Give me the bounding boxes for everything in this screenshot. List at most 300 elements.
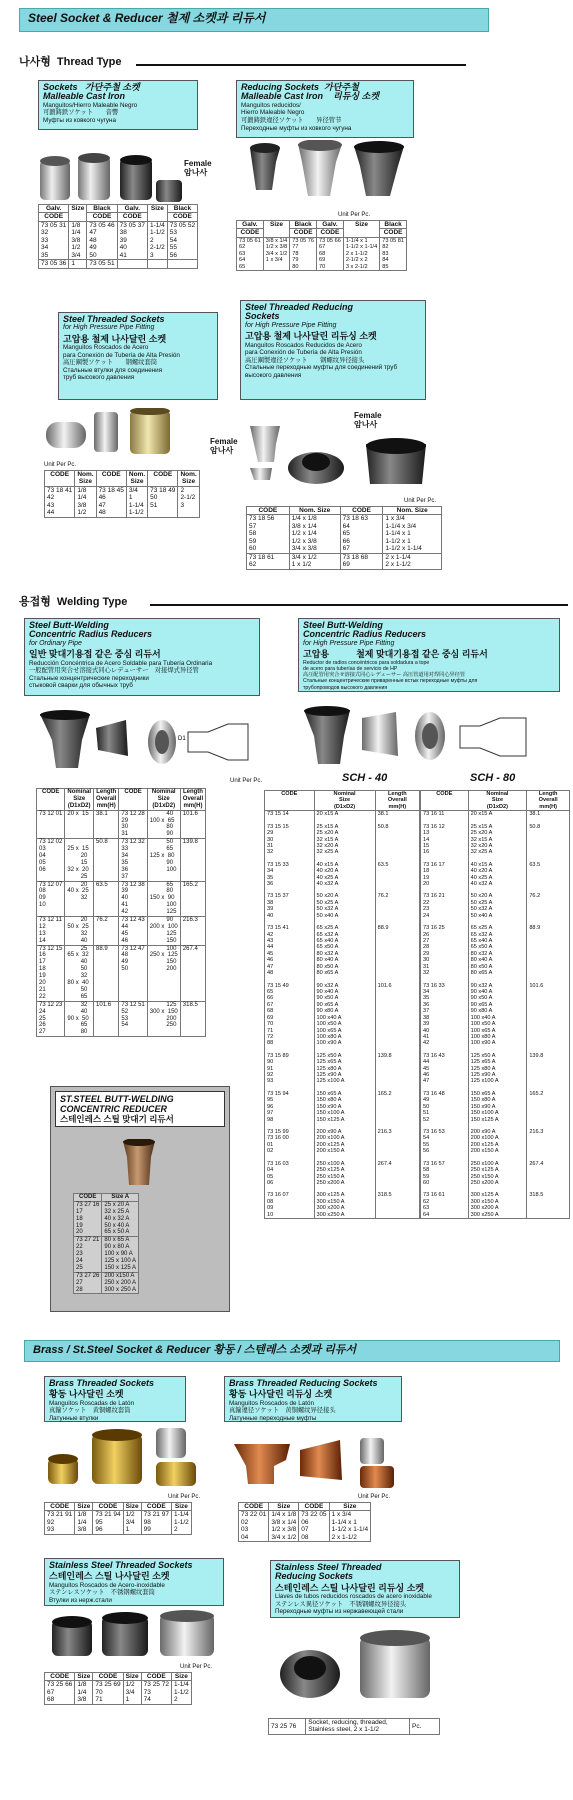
cell: 1-1/4 1-1/2 2 [171, 1681, 191, 1704]
table-row [45, 486, 200, 517]
th: Size [147, 205, 167, 222]
box-line: ステンレスソケット 不锈钢螺纹套筒 [49, 1589, 155, 1597]
table-row [265, 893, 420, 925]
table-row [421, 862, 570, 894]
th: CODE [239, 1503, 269, 1511]
table-row [269, 1719, 440, 1735]
cell: 40 x15 A 40 x20 A 40 x25 A 40 x32 A [468, 862, 527, 894]
table-row [421, 811, 570, 824]
ss-sockets-table [44, 1672, 192, 1705]
box-line: 一般配管用突合せ溶接式同心レデューサー 对接焊式异径管 [29, 667, 199, 675]
cell: 73 15 14 [265, 811, 315, 824]
th: CODE [37, 789, 65, 811]
cell: 25 x 20 A 32 x 25 A 40 x 32 A 50 x 40 A 65 x 50 A [102, 1201, 139, 1236]
box-title: CONCENTRIC REDUCER [60, 1104, 168, 1115]
cell: 73 16 43 44 45 46 47 [421, 1053, 469, 1091]
table-row [37, 917, 206, 946]
female-kr: 암나사 [210, 445, 234, 455]
cell: 88.9 [375, 925, 419, 982]
cell: 63.5 [375, 862, 419, 894]
box-line: Муфты из ковкого чугуна [43, 116, 117, 124]
cell: 73 21 91 92 93 [45, 1511, 75, 1534]
cell: 73 12 47 48 49 50 [119, 945, 147, 1001]
cell: 73 12 38 39 40 41 42 [119, 881, 147, 916]
table-row [265, 1161, 420, 1193]
unit-per-pc: Unit Per Pc. [168, 1494, 201, 1500]
th: Length Overall mm(H) [180, 789, 205, 811]
cell: 25 x15 A 25 x20 A 32 x15 A 32 x20 A 32 x25 A [314, 824, 375, 862]
th: Black [290, 221, 317, 229]
female-label [184, 160, 212, 178]
th: CODE [93, 1673, 123, 1681]
th: CODE [39, 213, 69, 221]
cell: 125 x50 A 125 x65 A 125 x80 A 125 x90 A 125 x100 A [314, 1053, 375, 1091]
box-subtitle: Malleable Cast Iron [43, 91, 126, 102]
cell: 1 x 3/4 1-1/4 x 3/4 1-1/4 x 1 1-1/2 x 1 1-1/2 x 1-1/4 [383, 515, 442, 553]
th: CODE [247, 507, 290, 515]
th: CODE [93, 1503, 123, 1511]
box-title-kr: 황동 나사달린 리듀싱 소켓 [229, 1389, 333, 1400]
th: Black [380, 221, 407, 229]
cell: 318.5 [527, 1192, 570, 1218]
th: Nominal Size (D1xD2) [65, 789, 94, 811]
cell: 25 x 15 20 15 32 x 20 25 [65, 839, 94, 881]
th: CODE [45, 471, 75, 487]
table-row [265, 925, 420, 982]
cell: 73 12 15 16 17 18 19 20 21 22 [37, 945, 65, 1001]
cell: 73 18 68 69 [340, 553, 383, 569]
box-subtitle: for High Pressure Pipe Fitting [245, 321, 337, 329]
th: CODE [87, 213, 117, 221]
hp-sockets-table [44, 470, 200, 518]
banner-title: Steel Socket & Reducer 철제 소켓과 리듀서 [28, 11, 266, 25]
table-row [421, 1091, 570, 1129]
cell: 90 x32 A 90 x40 A 90 x50 A 90 x65 A 90 x80 A 100 x40 A 100 x50 A 100 x65 A 100 x80 A 100 x90 A [468, 983, 527, 1053]
cell: Socket, reducing, threaded, Stainless steel, 2 x 1-1/2 [306, 1719, 410, 1735]
cell: 73 27 21 22 23 24 25 [74, 1237, 102, 1272]
cell: 1/8 1/4 3/8 1/2 [75, 486, 96, 517]
table-row [421, 1161, 570, 1193]
cell: 38.1 [94, 810, 119, 839]
table-row [265, 811, 420, 824]
cell: 20 40 x 25 32 [65, 881, 94, 916]
reducing-sockets-photo [240, 140, 416, 200]
cell: 73 18 45 46 47 48 [96, 486, 126, 517]
table-row [37, 1001, 206, 1036]
cell: 38.1 [527, 811, 570, 824]
table-row [239, 1511, 371, 1542]
hp-reducing-photo [246, 410, 442, 490]
table-row [421, 983, 570, 1053]
box-title-kr: 일반 맞대기용접 같은 중심 리듀서 [29, 649, 161, 660]
cell: 73 22 01 02 03 04 [239, 1511, 269, 1542]
cell: 73 15 89 90 91 92 93 [265, 1053, 315, 1091]
box-title: Brass Threaded Reducing Sockets [229, 1378, 378, 1388]
box-line: para Conexión de Tubería de Alta Presión [63, 351, 180, 359]
cell: 300 x125 A 300 x150 A 300 x200 A 300 x250 A [468, 1192, 527, 1218]
sockets-box [38, 80, 198, 130]
th: Black [87, 205, 117, 213]
th: CODE [299, 1503, 329, 1511]
box-line: Manguitos Roscadas de Latón [49, 1399, 135, 1407]
ss-reducing-table [268, 1718, 440, 1735]
box-title: Reducing Sockets [275, 1571, 354, 1582]
table-row [37, 839, 206, 881]
box-title: Reducing Sockets [241, 82, 320, 92]
th: CODE [45, 1673, 75, 1681]
cell: 216.3 [180, 917, 205, 946]
cell: 20 x 15 [65, 810, 94, 839]
section-kr: 나사형 [19, 56, 51, 68]
cell: 139.8 [527, 1053, 570, 1091]
cell: 73 18 41 42 43 44 [45, 486, 75, 517]
box-line: трубопроводов высокого давления [303, 684, 388, 691]
banner-title: Brass / St.Steel Socket & Reducer 황동 / 스텐레스 소켓과 리듀서 [33, 1344, 357, 1356]
cell: 100 250 x 125 150 200 [147, 945, 180, 1001]
cell: 20 x15 A [314, 811, 375, 824]
th: Size [75, 1503, 93, 1511]
box-title-kr: 고압용 철제 나사달린 소켓 [63, 333, 167, 344]
cell: 88.9 [527, 925, 570, 982]
cell: 73 16 12 13 14 15 16 [421, 824, 469, 862]
ss-sockets-box [44, 1558, 224, 1606]
brass-reducing-photo [230, 1430, 410, 1490]
brass-sockets-photo [44, 1428, 214, 1488]
box-line: 可鍛鋳鉄ソケット 音響 [43, 109, 119, 117]
ss-butt-panel [50, 1086, 230, 1312]
hp-reducing-table [246, 506, 442, 570]
cell: 63.5 [527, 862, 570, 894]
cell: 200 x150 A 250 x 200 A 300 x 250 A [102, 1272, 139, 1294]
cell: 65 x25 A 65 x32 A 65 x40 A 65 x50 A 80 x32 A 80 x40 A 80 x50 A 80 x65 A [468, 925, 527, 982]
box-title: Steel Threaded Sockets [63, 314, 165, 324]
box-title: Stainless Steel Threaded Sockets [49, 1560, 193, 1570]
th: Length Overall mm(H) [375, 791, 419, 811]
table-row [265, 1053, 420, 1091]
cell: 73 16 48 49 50 51 52 [421, 1091, 469, 1129]
box-line: Llaves de tubos reducidos roscados de acero inoxidable [275, 1593, 432, 1601]
th: CODE [74, 1194, 102, 1202]
cell: 90 200 x 100 125 150 [147, 917, 180, 946]
box-line: Втулки из нерж.стали [49, 1596, 112, 1604]
sch40-table [264, 790, 420, 1219]
cell: 1/2 3/4 1 [123, 1681, 141, 1704]
box-subtitle: for High Pressure Pipe Fitting [63, 324, 155, 332]
section-en: Thread Type [56, 56, 122, 68]
female-label-2 [210, 438, 238, 456]
sockets-photo [38, 150, 188, 206]
cell: 73 12 01 [37, 810, 65, 839]
cell: 1/4 x 1/8 3/8 x 1/4 1/2 x 3/8 3/4 x 1/2 [269, 1511, 299, 1542]
brass-sockets-table [44, 1502, 192, 1535]
th: CODE [380, 229, 407, 237]
box-line: Латунные переходные муфты [229, 1414, 317, 1422]
th: Size [123, 1673, 141, 1681]
table-row [74, 1272, 139, 1294]
cell: 318.5 [180, 1001, 205, 1036]
table-row [265, 1091, 420, 1129]
th: CODE [421, 791, 469, 811]
female-en: Female [210, 437, 238, 446]
box-title: Concentric Radius Reducers [303, 629, 427, 640]
cell: 1 x 3/4 1-1/4 x 1 1-1/2 x 1-1/4 2 x 1-1/2 [329, 1511, 371, 1542]
box-subtitle: Malleable Cast Iron [241, 91, 324, 102]
cell: 139.8 [375, 1053, 419, 1091]
th: Black [167, 205, 197, 213]
cell: 90 x32 A 90 x40 A 90 x50 A 90 x65 A 90 x80 A 100 x40 A 100 x50 A 100 x65 A 100 x80 A 100 x90 A [314, 983, 375, 1053]
cell: 165.2 [180, 881, 205, 916]
female-kr: 암나사 [184, 167, 208, 177]
cell: 73 25 66 67 68 [45, 1681, 75, 1704]
cell: 73 05 46 47 48 49 50 [87, 221, 117, 259]
table-row [45, 1511, 192, 1534]
th: CODE [141, 1673, 171, 1681]
th: Length Overall mm(H) [527, 791, 570, 811]
box-line: Manguitos/Hierro Maleable Negro [43, 101, 138, 109]
female-en: Female [354, 411, 382, 420]
cell: 73 27 26 27 28 [74, 1272, 102, 1294]
butt-ordinary-photo [38, 710, 258, 770]
cell: 73 05 51 [87, 260, 117, 268]
butt-ordinary-box [24, 618, 260, 696]
female-en: Female [184, 159, 212, 168]
box-title: Sockets [245, 311, 280, 322]
cell: 25 x15 A 25 x20 A 32 x15 A 32 x20 A 32 x25 A [468, 824, 527, 862]
cell: 73 15 33 34 35 36 [265, 862, 315, 894]
cell: 65 80 150 x 90 100 125 [147, 881, 180, 916]
th: Size [75, 1673, 93, 1681]
cell: 73 16 61 62 63 64 [421, 1192, 469, 1218]
cell: 50 x20 A 50 x25 A 50 x32 A 50 x40 A [314, 893, 375, 925]
cell: 3/8 x 1/4 1/2 x 3/8 3/4 x 1/2 1 x 3/4 [263, 237, 289, 270]
cell: 73 15 94 95 96 97 98 [265, 1091, 315, 1129]
cell: 38.1 [375, 811, 419, 824]
th: Nom. Size [289, 507, 340, 515]
cell: 73 21 94 95 96 [93, 1511, 123, 1534]
table-row [45, 1681, 192, 1704]
sch80-table [420, 790, 570, 1219]
table-row [421, 893, 570, 925]
cell: 73 16 53 54 55 56 [421, 1129, 469, 1161]
cell: 20 x15 A [468, 811, 527, 824]
box-line: Hierro Maleable Negro [241, 109, 305, 117]
hp-sockets-box [58, 312, 218, 400]
box-line: Стальные концентрические переходники [29, 674, 149, 682]
cell: 1/8 1/4 3/8 1/2 3/4 [69, 221, 87, 259]
brass-reducing-box [224, 1376, 402, 1422]
box-title: Stainless Steel Threaded [275, 1562, 382, 1572]
cell: 73 12 11 12 13 14 [37, 917, 65, 946]
box-title-kr: 리듀싱 소켓 [333, 91, 380, 102]
cell: 1/4 x 1/8 3/8 x 1/4 1/2 x 1/4 1/2 x 3/8 3/4 x 3/8 [289, 515, 340, 553]
box-line: Manguitos Roscados Reducidos de Acero [245, 341, 362, 349]
cell: 73 27 16 17 18 19 20 [74, 1201, 102, 1236]
cell: 40 100 x 65 80 90 [147, 810, 180, 839]
th: Nom. Size [383, 507, 442, 515]
reducing-sockets-table [236, 220, 407, 271]
cell: 73 25 72 73 74 [141, 1681, 171, 1704]
section-welding-type [19, 596, 127, 609]
th: Size [69, 205, 87, 222]
svg-text:D1: D1 [178, 736, 186, 742]
butt-hp-box [298, 618, 560, 692]
unit-per-pc: Unit Per Pc. [358, 1494, 391, 1500]
cell: 76.2 [94, 917, 119, 946]
table-row [265, 862, 420, 894]
cell: 73 05 81 82 83 84 85 [380, 237, 407, 270]
top-banner [19, 8, 489, 32]
box-line: Reducción Concéntrica de Acero Soldable para Tubería Ordinaria [29, 659, 213, 667]
th: CODE [119, 789, 147, 811]
cell: 73 12 28 29 30 31 [119, 810, 147, 839]
th: Galv. [39, 205, 69, 213]
th: Nominal Size (D1xD2) [468, 791, 527, 811]
cell: 216.3 [375, 1129, 419, 1161]
cell: 73 16 07 08 09 10 [265, 1192, 315, 1218]
cell: Pc. [410, 1719, 440, 1735]
th: Size [263, 221, 289, 238]
cell: 1/8 1/4 3/8 [75, 1681, 93, 1704]
cell: 101.6 [180, 810, 205, 839]
box-line: Manguitos Roscados de Latón [229, 1399, 315, 1407]
box-line: стыковой сварки для обычных труб [29, 682, 133, 690]
box-title: Steel Threaded Reducing [245, 302, 354, 312]
cell: 73 05 31 32 33 34 35 [39, 221, 69, 259]
cell: 50.8 [375, 824, 419, 862]
box-line: Стальные втулки для соединения [63, 366, 163, 374]
box-title-kr: 스테인레스 스틸 나사달린 리듀싱 소켓 [275, 1582, 425, 1593]
cell: 267.4 [180, 945, 205, 1001]
female-kr: 암나사 [354, 419, 378, 429]
cell: 1/2 3/4 1 [123, 1511, 141, 1534]
table-row [247, 515, 442, 553]
cell: 73 18 49 50 51 [148, 486, 178, 517]
table-row [74, 1201, 139, 1236]
cell: 267.4 [527, 1161, 570, 1193]
divider [150, 604, 568, 606]
unit-per-pc: Unit Per Pc. [180, 1664, 213, 1670]
table-row [37, 810, 206, 839]
box-line: Стальные концентрические приваренные встык переходные муфты для [303, 678, 478, 685]
cell: 73 05 37 38 39 40 41 [117, 221, 147, 259]
butt-ordinary-table [36, 788, 206, 1037]
cell: 73 25 69 70 71 [93, 1681, 123, 1704]
th: CODE [317, 229, 344, 237]
th: Nom. Size [126, 471, 147, 487]
cell: 73 12 51 52 53 54 [119, 1001, 147, 1036]
box-title-kr: 가단주철 소켓 [85, 82, 140, 92]
box-line: Переходные муфты из нержавеющей стали [275, 1608, 404, 1616]
cell: 73 15 37 38 39 40 [265, 893, 315, 925]
box-subtitle: for Ordinary Pipe [29, 639, 82, 647]
cell: 165.2 [527, 1091, 570, 1129]
cell: 76.2 [527, 893, 570, 925]
th: Nom. Size [75, 471, 96, 487]
table-row [421, 925, 570, 982]
th: CODE [265, 791, 315, 811]
th: Size [343, 221, 379, 238]
cell: 267.4 [375, 1161, 419, 1193]
th: Size [329, 1503, 371, 1511]
ss-reducing-photo [270, 1626, 450, 1706]
cell: 73 05 61 62 63 64 65 [237, 237, 264, 270]
box-line: Manguitos Roscados de Acero [63, 344, 149, 352]
cell: 125 x50 A 125 x65 A 125 x80 A 125 x90 A 125 x100 A [468, 1053, 527, 1091]
cell: 216.3 [527, 1129, 570, 1161]
box-line: 高圧配管用突合せ溶接式同心レデューサー 高压管道用对焊同心异径管 [303, 672, 466, 679]
th: CODE [96, 471, 126, 487]
th: CODE [290, 229, 317, 237]
cell: 73 21 97 98 99 [141, 1511, 171, 1534]
box-line: Reductor de radios concéntricos para soldadura a tope [303, 659, 430, 666]
cell: 1-1/4 1-1/2 2 [171, 1511, 191, 1534]
cell: 50.8 [94, 839, 119, 881]
box-line: 真鍮ソケット 黄铜螺纹套筒 [49, 1407, 131, 1415]
cell: 73 16 03 04 05 06 [265, 1161, 315, 1193]
brass-sockets-box [44, 1376, 186, 1422]
sch80-label: SCH - 80 [470, 772, 516, 784]
cell: 73 12 43 44 45 46 [119, 917, 147, 946]
cell: 125 300 x 150 200 250 [147, 1001, 180, 1036]
cell: 73 22 05 06 07 08 [299, 1511, 329, 1542]
cell: 250 x100 A 250 x125 A 250 x150 A 250 x200 A [468, 1161, 527, 1193]
th: Size [171, 1673, 191, 1681]
cell: 50.8 [527, 824, 570, 862]
cell: 165.2 [375, 1091, 419, 1129]
cell: 73 16 11 [421, 811, 469, 824]
box-title: Concentric Radius Reducers [29, 629, 153, 640]
box-title-kr: 가단주철 [324, 82, 359, 92]
unit-per-pc: Unit Per Pc. [404, 498, 437, 504]
cell: 73 15 41 42 43 44 45 46 47 48 [265, 925, 315, 982]
cell: 73 05 66 67 68 69 70 [317, 237, 344, 270]
cell: 73 12 02 03 04 05 06 [37, 839, 65, 881]
cell: 73 12 32 33 34 35 36 37 [119, 839, 147, 881]
hp-sockets-photo [44, 408, 200, 456]
box-title-kr: 스테인레스 스틸 맞대기 리듀서 [60, 1113, 174, 1124]
cell: 3/4 x 1/2 1 x 1/2 [289, 553, 340, 569]
table-row [421, 1053, 570, 1091]
box-line: высокого давления [245, 371, 302, 379]
box-line: Manguitos reducidos/ [241, 101, 301, 109]
cell: 73 25 76 [269, 1719, 306, 1735]
cell: 20 50 x 25 32 40 [65, 917, 94, 946]
box-line: Переходные муфты из ковкого чугуна [241, 124, 352, 132]
box-line: 可鍛鋳鉄違径ソケット 异径管节 [241, 116, 342, 124]
table-row [421, 824, 570, 862]
th: CODE [45, 1503, 75, 1511]
th: CODE [148, 471, 178, 487]
cell: 318.5 [375, 1192, 419, 1218]
female-label-3 [354, 412, 382, 430]
cell: 2 x 1-1/4 2 x 1-1/2 [383, 553, 442, 569]
butt-hp-photo [300, 706, 550, 766]
table-row [237, 237, 407, 270]
cell: 50 x20 A 50 x25 A 50 x32 A 50 x40 A [468, 893, 527, 925]
cell: 73 12 07 08 09 10 [37, 881, 65, 916]
cell: 73 16 21 22 23 24 [421, 893, 469, 925]
box-line: Латунные втулки [49, 1414, 99, 1422]
th: CODE [167, 213, 197, 221]
box-subtitle: for High Pressure Pipe Fitting [303, 639, 395, 647]
th: Size [171, 1503, 191, 1511]
th: CODE [340, 507, 383, 515]
ss-reducing-box [270, 1560, 460, 1618]
cell: 250 x100 A 250 x125 A 250 x150 A 250 x200 A [314, 1161, 375, 1193]
table-row [37, 945, 206, 1001]
box-title: Sockets [43, 82, 78, 92]
cell: 73 16 25 26 27 28 29 30 31 32 [421, 925, 469, 982]
